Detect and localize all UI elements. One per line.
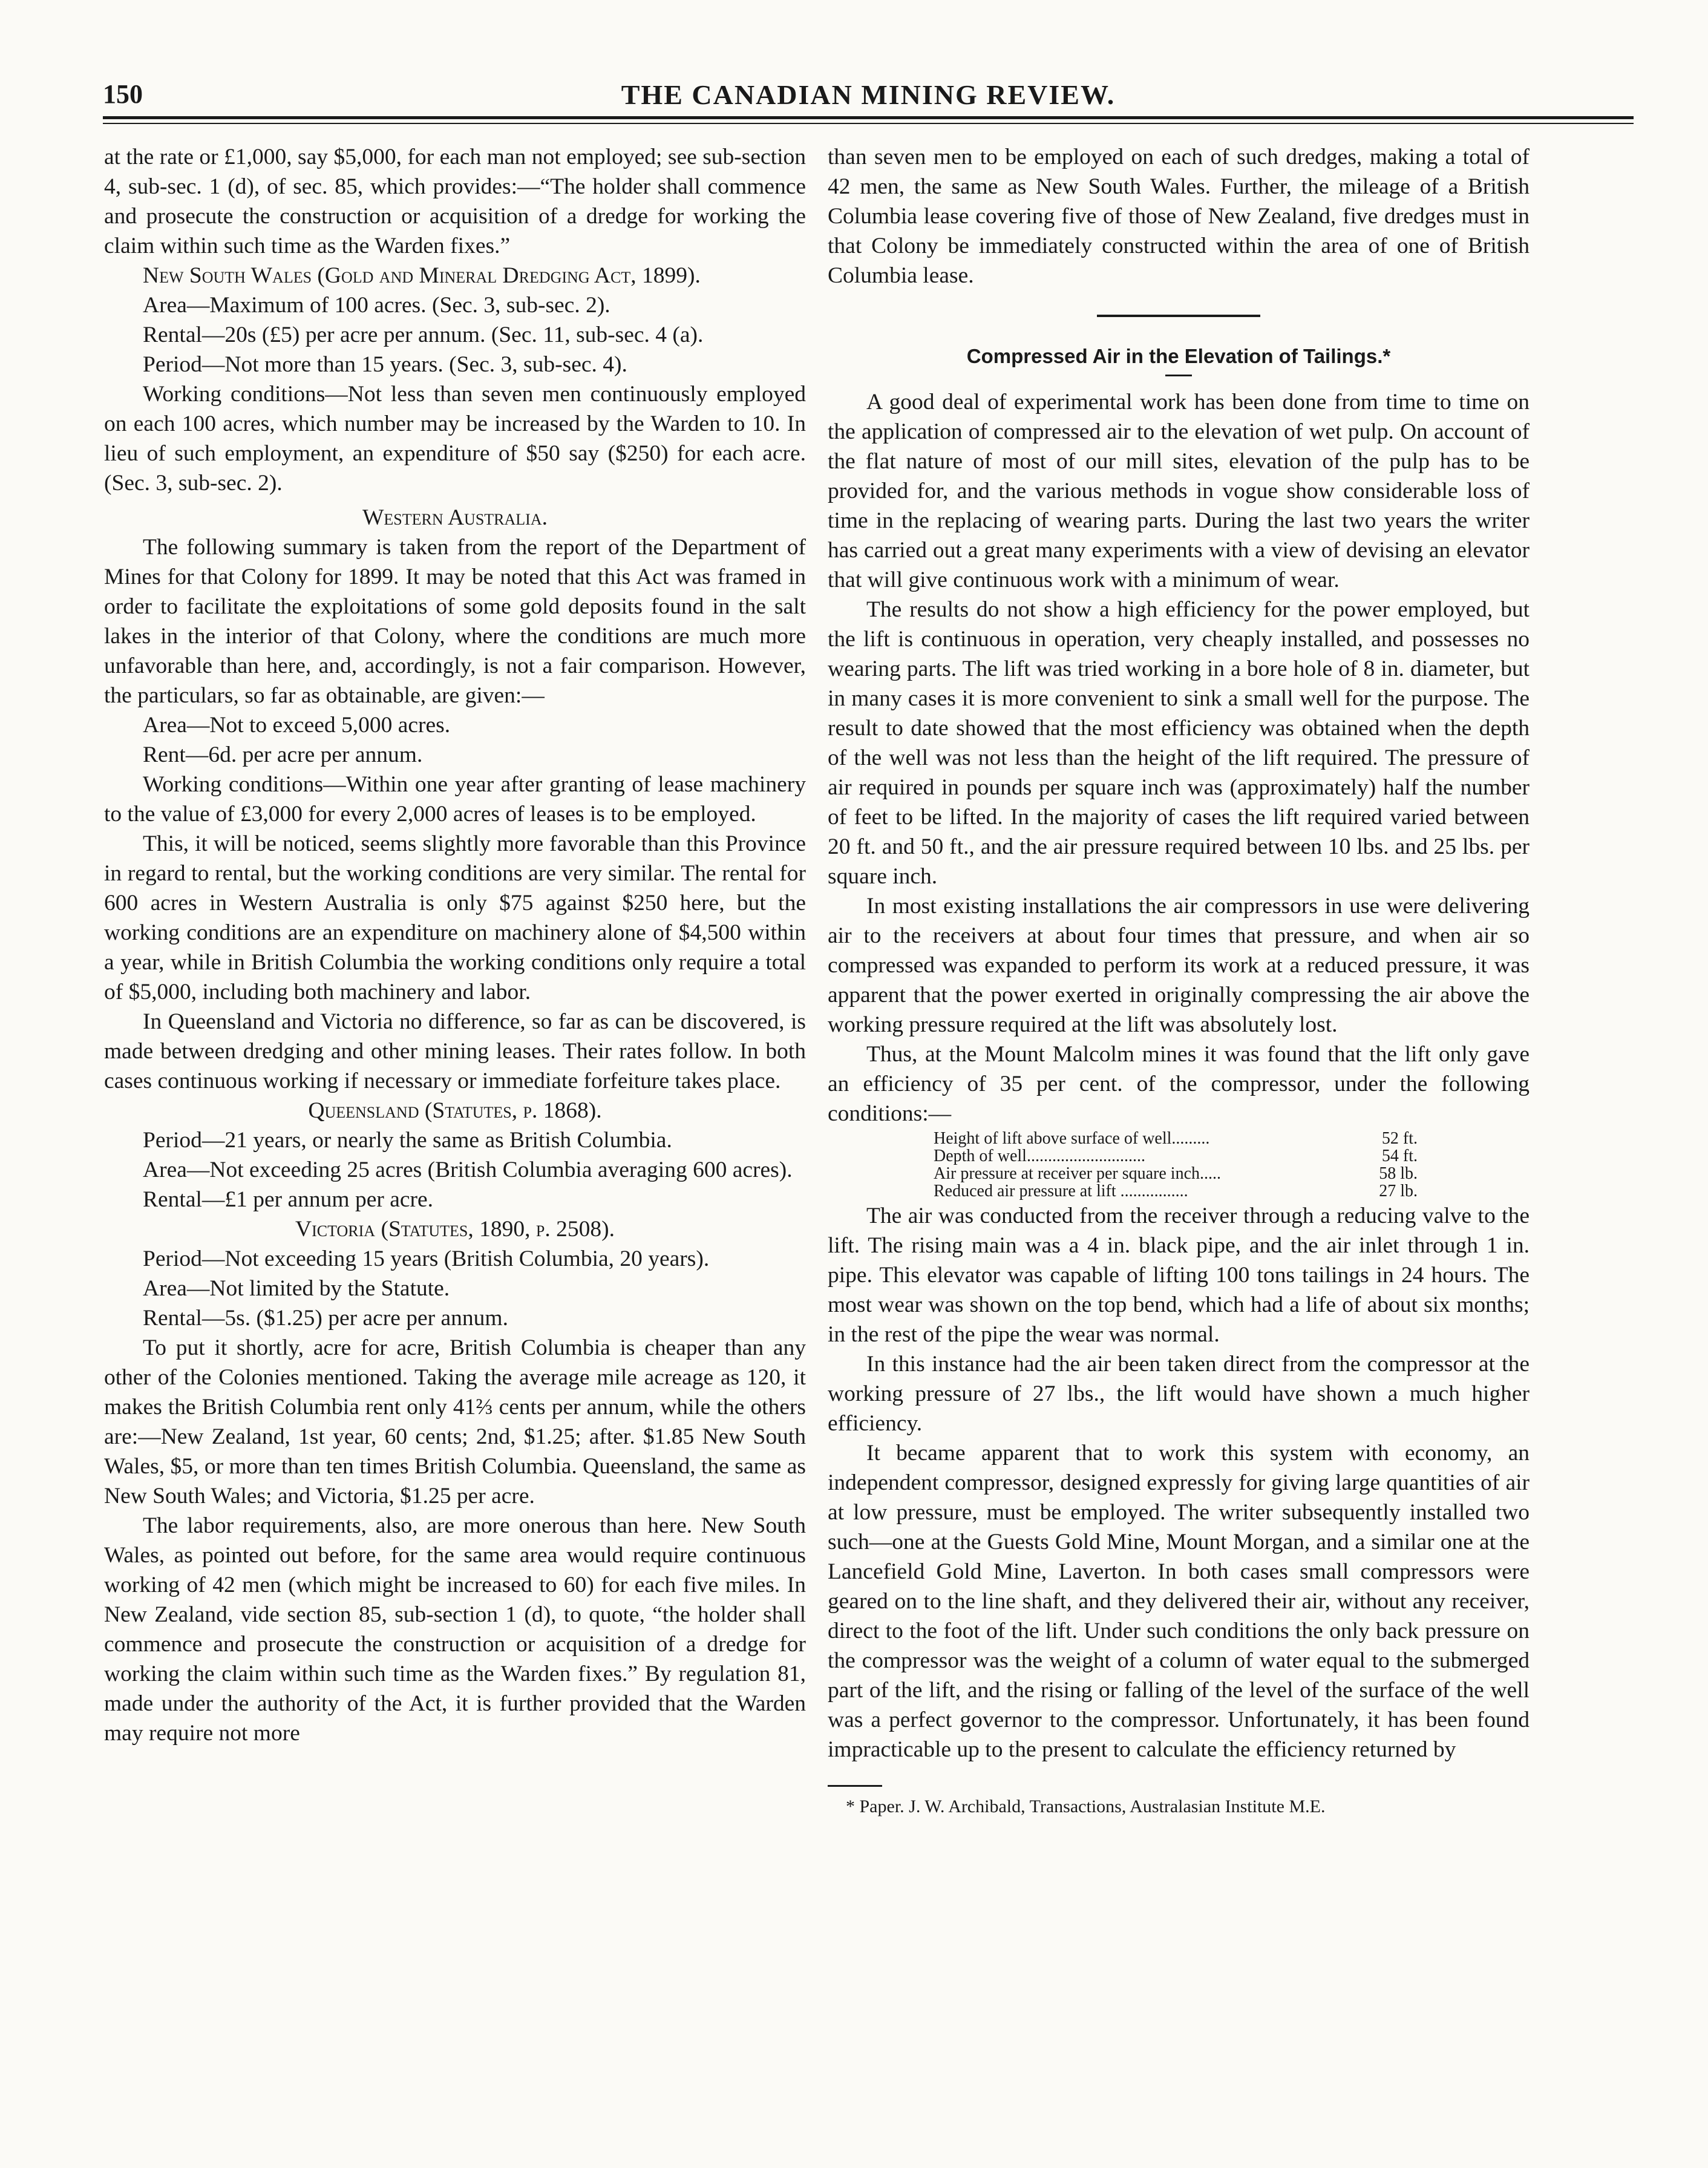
- wa-rent: Rent—6d. per acre per annum.: [143, 742, 423, 767]
- table-row: [934, 1130, 1418, 1147]
- paragraph-favorable: This, it will be noticed, seems slightly more favorable than this Province in regard to rental, but the working conditions are very similar. The rental for 600 acres in Western Australia is only $75 against $250 here, but the working conditions are an expenditure on machinery alone of $4,500 within a year, while in British Columbia the working conditions only require a total of $5,000, including both machinery and labor.: [104, 831, 806, 1004]
- paragraph: In most existing installations the air compressors in use were delivering air to the receivers at about four times that pressure, and when air so compressed was expanded to perform its work at a reduced pressure, it was apparent that the power exerted in originally compressing the air above the working pressure required at the lift was absolutely lost.: [828, 894, 1530, 1037]
- wa-working: Working conditions—Within one year after granting of lease machinery to the value of £3,000 for every 2,000 acres of leases is to be employed.: [104, 772, 806, 827]
- condition-label: Air pressure at receiver per square inch.....: [934, 1164, 1222, 1183]
- qld-rental: Rental—£1 per annum per acre.: [143, 1187, 434, 1212]
- article-separator: [1097, 315, 1260, 317]
- condition-label: Depth of well............................: [934, 1147, 1145, 1165]
- conditions-table: [934, 1130, 1418, 1200]
- paragraph-labor: The labor requirements, also, are more onerous than here. New South Wales, as pointed out before, for the same area would require continuous working of 42 men (which might be increased to 60) for each five miles. In New Zealand, vide section 85, sub-section 1 (d), to quote, “the holder shall commence and prosecute the construction or acquisition of a dredge for working the claim within such time as the Warden fixes.” By regulation 81, made under the authority of the Act, it is further provided that the Warden may require not more: [104, 1513, 806, 1746]
- section-heading-qld: Queensland (Statutes, p. 1868).: [308, 1098, 602, 1123]
- right-column: [828, 142, 1530, 1818]
- paragraph: The results do not show a high efficiency for the power employed, but the lift is continuous in operation, very cheaply installed, and possesses no wearing parts. The lift was tried working in a bore hole of 8 in. diameter, but in many cases it is more convenient to sink a small well for the purpose. The result to date showed that the most efficiency was obtained when the depth of the well was not less than the height of the lift required. The pressure of air required in pounds per square inch was (approximately) half the number of feet to be lifted. In the majority of cases the lift required varied between 20 ft. and 50 ft., and the air pressure required between 10 lbs. and 25 lbs. per square inch.: [828, 597, 1530, 889]
- table-row: [934, 1147, 1418, 1165]
- table-row: [934, 1182, 1418, 1200]
- paragraph-continued: than seven men to be employed on each of such dredges, making a total of 42 men, the same as New South Wales. Further, the mileage of a British Columbia lease covering five of those of New Zealand, five dredges must in that Colony be immediately constructed within the area of one of British Columbia lease.: [828, 145, 1530, 288]
- header-rule: [103, 116, 1634, 119]
- left-column: [104, 142, 806, 1748]
- nsw-area: Area—Maximum of 100 acres. (Sec. 3, sub-sec. 2).: [143, 293, 610, 318]
- vic-period: Period—Not exceeding 15 years (British Columbia, 20 years).: [143, 1246, 710, 1271]
- condition-value: 54 ft.: [1381, 1147, 1418, 1165]
- article-heading: Compressed Air in the Elevation of Tailings.*: [966, 345, 1391, 367]
- paragraph: Thus, at the Mount Malcolm mines it was found that the lift only gave an efficiency of 35 per cent. of the compressor, under the following conditions:—: [828, 1042, 1530, 1126]
- page-number: 150: [103, 79, 143, 109]
- condition-label: Reduced air pressure at lift ................: [934, 1182, 1188, 1200]
- section-heading-wa: Western Australia.: [362, 505, 548, 530]
- paragraph-shortly: To put it shortly, acre for acre, British Columbia is cheaper than any other of the Colonies mentioned. Taking the average mile acreage as 120, it makes the British Columbia rent only 41⅔ cents per annum, while the others are:—New Zealand, 1st year, 60 cents; 2nd, $1.25; after. $1.85 New South Wales, $5, or more than ten times British Columbia. Queensland, the same as New South Wales; and Victoria, $1.25 per acre.: [104, 1335, 806, 1508]
- paragraph-queensland: In Queensland and Victoria no difference, so far as can be discovered, is made between dredging and other mining leases. Their rates follow. In both cases continuous working if necessary or immediate forfeiture takes place.: [104, 1009, 806, 1093]
- wa-intro: The following summary is taken from the report of the Department of Mines for that Colony for 1899. It may be noted that this Act was framed in order to facilitate the exploitations of some gold deposits found in the salt lakes in the interior of that Colony, where the conditions are much more unfavorable than here, and, accordingly, is not a fair comparison. However, the particulars, so far as obtainable, are given:—: [104, 535, 806, 708]
- paragraph: at the rate or £1,000, say $5,000, for each man not employed; see sub-section 4, sub-sec. 1 (d), of sec. 85, which provides:—“The holder shall commence and prosecute the construction or acquisition of a dredge for working the claim within such time as the Warden fixes.”: [104, 145, 806, 258]
- condition-value: 58 lb.: [1379, 1164, 1418, 1183]
- nsw-period: Period—Not more than 15 years. (Sec. 3, sub-sec. 4).: [143, 352, 627, 377]
- paragraph: The air was conducted from the receiver through a reducing valve to the lift. The rising main was a 4 in. black pipe, and the air inlet through 1 in. pipe. This elevator was capable of lifting 100 tons tailings in 24 hours. The most wear was shown on the top bend, which had a life of about six months; in the rest of the pipe the wear was normal.: [828, 1204, 1530, 1347]
- vic-area: Area—Not limited by the Statute.: [143, 1276, 450, 1301]
- paragraph: It became apparent that to work this system with economy, an independent compressor, designed expressly for giving large quantities of air at low pressure, must be employed. The writer subsequently installed two such—one at the Guests Gold Mine, Mount Morgan, and a similar one at the Lancefield Gold Mine, Laverton. In both cases small compressors were geared on to the line shaft, and they delivered their air, without any receiver, direct to the foot of the lift. Under such conditions the only back pressure on the compressor was the weight of a column of water equal to the submerged part of the lift, and the rising or falling of the level of the surface of the well was a perfect governor to the compressor. Unfortunately, it has been found impracticable up to the present to calculate the efficiency returned by: [828, 1441, 1530, 1762]
- condition-label: Height of lift above surface of well.........: [934, 1129, 1210, 1148]
- heading-rule: [1165, 375, 1192, 376]
- nsw-rental: Rental—20s (£5) per acre per annum. (Sec. 11, sub-sec. 4 (a).: [143, 323, 704, 347]
- wa-area: Area—Not to exceed 5,000 acres.: [143, 713, 451, 738]
- paragraph: In this instance had the air been taken direct from the compressor at the working pressure of 27 lbs., the lift would have shown a much higher efficiency.: [828, 1352, 1530, 1436]
- footnote-rule: [828, 1785, 882, 1787]
- condition-value: 27 lb.: [1379, 1182, 1418, 1200]
- table-row: [934, 1165, 1418, 1182]
- qld-area: Area—Not exceeding 25 acres (British Columbia averaging 600 acres).: [143, 1158, 793, 1182]
- nsw-working: Working conditions—Not less than seven men continuously employed on each 100 acres, which number may be increased by the Warden to 10. In lieu of such employment, an expenditure of $50 say ($250) for each acre. (Sec. 3, sub-sec. 2).: [104, 382, 806, 496]
- section-heading-vic: Victoria (Statutes, 1890, p. 2508).: [295, 1217, 615, 1242]
- paragraph: A good deal of experimental work has been done from time to time on the application of compressed air to the elevation of wet pulp. On account of the flat nature of most of our mill sites, elevation of the pulp has to be provided for, and the various methods in vogue show considerable loss of time in the replacing of wearing parts. During the last two years the writer has carried out a great many experiments with a view of devising an elevator that will give continuous work with a minimum of wear.: [828, 390, 1530, 592]
- page-header: [103, 73, 1634, 121]
- section-heading-nsw: New South Wales (Gold and Mineral Dredging Act, 1899).: [143, 263, 701, 288]
- footnote: * Paper. J. W. Archibald, Transactions, Australasian Institute M.E.: [846, 1796, 1326, 1816]
- running-title: THE CANADIAN MINING REVIEW.: [621, 79, 1116, 110]
- qld-period: Period—21 years, or nearly the same as British Columbia.: [143, 1128, 672, 1153]
- header-rule-thin: [103, 123, 1634, 124]
- condition-value: 52 ft.: [1381, 1129, 1418, 1148]
- vic-rental: Rental—5s. ($1.25) per acre per annum.: [143, 1306, 508, 1331]
